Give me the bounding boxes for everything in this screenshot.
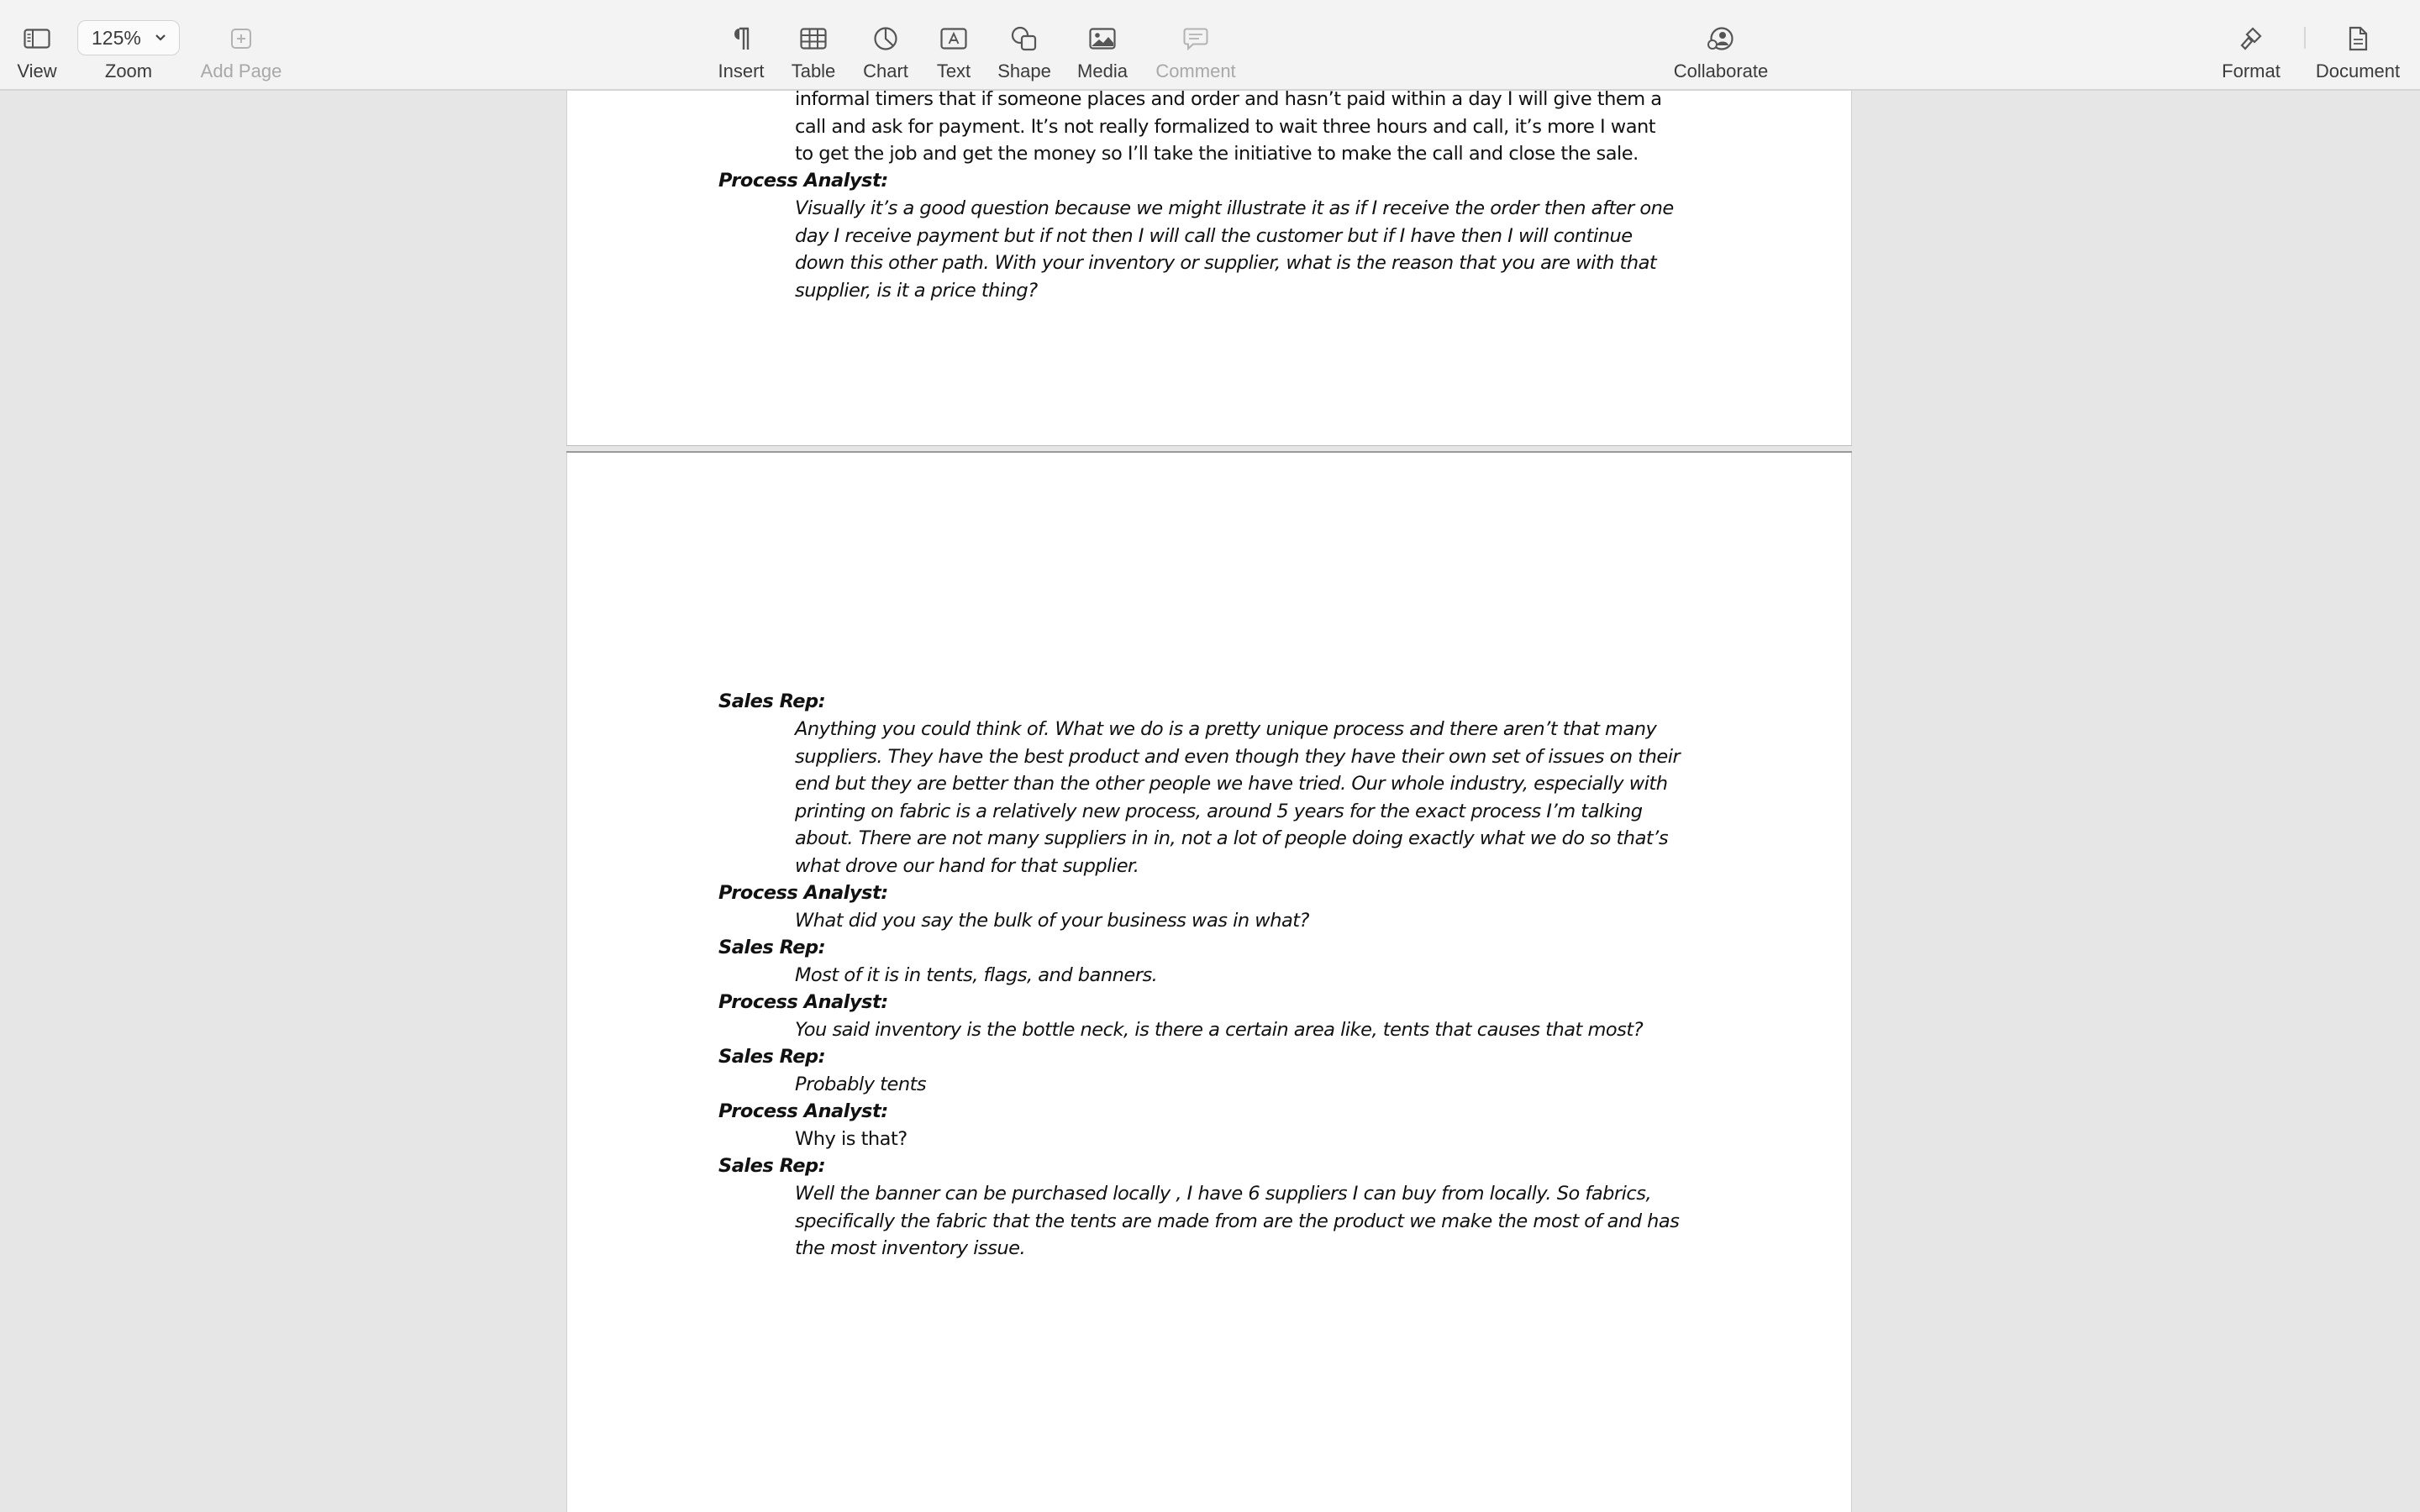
media-label: Media	[1077, 60, 1128, 81]
text-line: Visually it’s a good question because we might illustrate it as if I receive the order then after one	[795, 197, 1674, 219]
add-page-label: Add Page	[200, 60, 282, 81]
text-line: down this other path. With your inventory or supplier, what is the reason that you are with that	[795, 252, 1657, 274]
dialogue-paragraph[interactable]	[795, 1016, 1711, 1044]
document-label: Document	[2315, 60, 2401, 81]
media-button[interactable]	[1069, 0, 1136, 91]
speaker-label: Process Analyst:	[718, 1100, 888, 1122]
text-line: about. There are not many suppliers in in, not a lot of people doing exactly what we do so that’s	[795, 827, 1669, 849]
paragraph-continued[interactable]	[795, 91, 1711, 168]
text-line: Why is that?	[795, 1128, 908, 1150]
pilcrow-icon	[724, 22, 758, 55]
text-line: day I receive payment but if not then I will call the customer but if I have then I will continue	[795, 224, 1633, 247]
text-line: call and ask for payment. It’s not really formalized to wait three hours and call, it’s more I want	[795, 115, 1656, 138]
text-line: Well the banner can be purchased locally , I have 6 suppliers I can buy from locally. So fabrics,	[795, 1183, 1652, 1205]
text-line: What did you say the bulk of your business was in what?	[795, 910, 1310, 932]
sidebar-icon	[20, 22, 54, 55]
text-line: Most of it is in tents, flags, and banners.	[795, 964, 1158, 986]
text-line: supplier, is it a price thing?	[795, 279, 1038, 302]
text-line: printing on fabric is a relatively new process, around 5 years for the exact process I’m talking	[795, 800, 1643, 822]
zoom-value: 125%	[92, 26, 141, 49]
document-button[interactable]	[2307, 0, 2408, 91]
text-line: Anything you could think of. What we do is a pretty unique process and there aren’t that many	[795, 718, 1657, 740]
table-label: Table	[791, 60, 836, 81]
insert-label: Insert	[718, 60, 765, 81]
comment-label: Comment	[1155, 60, 1236, 81]
text-label: Text	[936, 60, 971, 81]
collaborate-icon	[1704, 22, 1738, 55]
speaker-label: Sales Rep:	[718, 937, 826, 958]
chart-label: Chart	[863, 60, 908, 81]
text-line: You said inventory is the bottle neck, is there a certain area like, tents that causes that most?	[795, 1019, 1644, 1041]
chart-icon	[869, 22, 902, 55]
text-line: Probably tents	[795, 1074, 927, 1095]
zoom-control	[77, 0, 180, 91]
speaker-label: Process Analyst:	[718, 170, 888, 192]
zoom-label: Zoom	[104, 60, 153, 81]
document-icon	[2341, 22, 2375, 55]
shape-button[interactable]	[992, 0, 1057, 91]
toolbar	[0, 0, 2420, 91]
view-button[interactable]	[2, 0, 72, 91]
speaker-label: Sales Rep:	[718, 690, 826, 712]
dialogue-paragraph[interactable]	[795, 1071, 1711, 1099]
collaborate-label: Collaborate	[1673, 60, 1769, 81]
document-page[interactable]	[566, 453, 1852, 1512]
text-line: the most inventory issue.	[795, 1237, 1026, 1259]
text-line: informal timers that if someone places and order and hasn’t paid within a day I will give them a	[795, 91, 1662, 110]
table-icon	[797, 22, 830, 55]
text-line: to get the job and get the money so I’ll take the initiative to make the call and close the sale.	[795, 143, 1639, 165]
dialogue-paragraph[interactable]	[795, 962, 1711, 990]
dialogue-paragraph[interactable]	[795, 195, 1711, 304]
shape-icon	[1007, 22, 1041, 55]
dialogue-paragraph[interactable]	[795, 1180, 1711, 1263]
collaborate-button[interactable]	[1664, 0, 1778, 91]
text-line: specifically the fabric that the tents are made from are the product we make the most of and has	[795, 1210, 1680, 1232]
text-line: suppliers. They have the best product and even though they have their own set of issues on their	[795, 745, 1681, 768]
dialogue-paragraph[interactable]	[795, 907, 1711, 935]
comment-button[interactable]	[1148, 0, 1244, 91]
dialogue-paragraph[interactable]	[795, 716, 1711, 879]
toolbar-divider	[2304, 27, 2306, 49]
speaker-label: Process Analyst:	[718, 882, 888, 904]
text-button[interactable]	[924, 0, 983, 91]
format-label: Format	[2222, 60, 2281, 81]
document-page[interactable]	[566, 91, 1852, 445]
view-label: View	[17, 60, 57, 81]
document-canvas[interactable]	[0, 91, 2420, 1512]
text-box-icon	[937, 22, 971, 55]
add-page-button[interactable]	[193, 0, 289, 91]
chart-button[interactable]	[854, 0, 918, 91]
comment-icon	[1179, 22, 1213, 55]
dialogue-paragraph[interactable]	[795, 1126, 1711, 1153]
shape-label: Shape	[997, 60, 1051, 81]
speaker-label: Sales Rep:	[718, 1046, 826, 1068]
format-button[interactable]	[2213, 0, 2289, 91]
insert-button[interactable]	[708, 0, 775, 91]
paintbrush-icon	[2234, 22, 2268, 55]
speaker-label: Process Analyst:	[718, 991, 888, 1013]
text-line: what drove our hand for that supplier.	[795, 854, 1139, 877]
table-button[interactable]	[781, 0, 845, 91]
text-line: end but they are better than the other people we have tried. Our whole industry, especially with	[795, 773, 1668, 795]
photo-icon	[1086, 22, 1119, 55]
add-page-icon	[224, 22, 258, 55]
speaker-label: Sales Rep:	[718, 1155, 826, 1177]
